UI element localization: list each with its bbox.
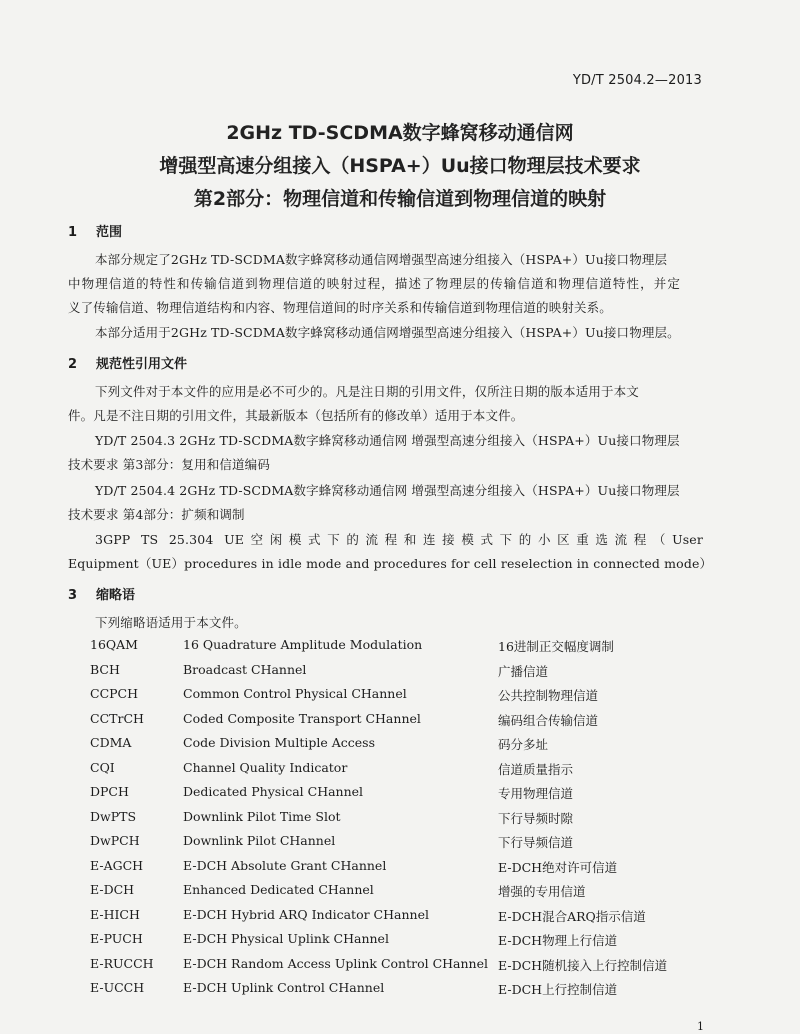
abbreviation-row bbox=[90, 662, 700, 684]
reference-3-line-1: 3GPP TS 25.304 UE空闲模式下的流程和连接模式下的小区重选流程（User bbox=[95, 532, 703, 547]
section-1-para-2: 本部分适用于2GHz TD-SCDMA数字蜂窝移动通信网增强型高速分组接入（HSPA+）Uu接口物理层。 bbox=[95, 325, 680, 340]
abbreviation-row bbox=[90, 686, 700, 708]
section-1-number: 1 bbox=[68, 225, 78, 240]
abbreviation-term: CCTrCH bbox=[90, 710, 144, 726]
abbreviation-english: Downlink Pilot Time Slot bbox=[183, 808, 341, 824]
title-line-2: 增强型高速分组接入（HSPA+）Uu接口物理层技术要求 bbox=[159, 155, 641, 177]
section-1-para-1-line-1: 本部分规定了2GHz TD-SCDMA数字蜂窝移动通信网增强型高速分组接入（HSPA+）Uu接口物理层 bbox=[95, 252, 668, 267]
abbreviation-english: E-DCH Uplink Control CHannel bbox=[183, 980, 385, 995]
title-line-1: 2GHz TD-SCDMA数字蜂窝移动通信网 bbox=[226, 122, 574, 144]
abbreviation-english: Downlink Pilot CHannel bbox=[183, 833, 336, 848]
abbreviation-english: E-DCH Absolute Grant CHannel bbox=[183, 857, 387, 873]
abbreviation-term: E-HICH bbox=[90, 906, 140, 922]
abbreviation-chinese: 下行导频信道 bbox=[498, 835, 574, 850]
section-2-heading bbox=[68, 353, 187, 372]
abbreviation-chinese: 编码组合传输信道 bbox=[498, 712, 599, 728]
abbreviation-row bbox=[90, 907, 700, 929]
reference-2-line-1: YD/T 2504.4 2GHz TD-SCDMA数字蜂窝移动通信网 增强型高速分组接入（HSPA+）Uu接口物理层 bbox=[95, 483, 680, 498]
abbreviation-term: E-AGCH bbox=[90, 857, 144, 873]
abbreviation-english: Common Control Physical CHannel bbox=[183, 686, 407, 701]
abbreviation-english: E-DCH Hybrid ARQ Indicator CHannel bbox=[183, 906, 429, 922]
abbreviation-english: Broadcast CHannel bbox=[183, 661, 307, 677]
abbreviation-term: CDMA bbox=[90, 735, 132, 750]
abbreviation-term: E-UCCH bbox=[90, 980, 145, 995]
abbreviation-chinese: E-DCH上行控制信道 bbox=[498, 982, 618, 997]
abbreviation-english: E-DCH Physical Uplink CHannel bbox=[183, 931, 389, 946]
reference-3-line-2: Equipment（UE）procedures in idle mode and procedures for cell reselection in connected mode） bbox=[68, 556, 713, 571]
section-2-number: 2 bbox=[68, 357, 78, 372]
abbreviation-chinese: E-DCH绝对许可信道 bbox=[498, 859, 618, 875]
abbreviation-row bbox=[90, 809, 700, 831]
section-2-para-1-line-2: 件。凡是不注日期的引用文件，其最新版本（包括所有的修改单）适用于本文件。 bbox=[68, 408, 524, 423]
section-3-heading bbox=[68, 584, 135, 603]
abbreviation-row bbox=[90, 882, 700, 904]
abbreviation-row bbox=[90, 784, 700, 806]
abbreviation-term: BCH bbox=[90, 661, 120, 677]
abbreviation-english: Dedicated Physical CHannel bbox=[183, 784, 364, 799]
abbreviation-row bbox=[90, 637, 700, 659]
abbreviation-chinese: 专用物理信道 bbox=[498, 786, 574, 801]
abbreviation-english: Code Division Multiple Access bbox=[183, 735, 375, 750]
abbreviation-chinese: 下行导频时隙 bbox=[498, 810, 574, 826]
section-1-para-1-line-2: 中物理信道的特性和传输信道到物理信道的映射过程，描述了物理层的传输信道和物理信道特性，并定 bbox=[68, 276, 680, 291]
abbreviation-term: CCPCH bbox=[90, 686, 139, 701]
abbreviation-row bbox=[90, 735, 700, 757]
reference-1-line-1: YD/T 2504.3 2GHz TD-SCDMA数字蜂窝移动通信网 增强型高速分组接入（HSPA+）Uu接口物理层 bbox=[95, 433, 680, 448]
abbreviation-chinese: 信道质量指示 bbox=[498, 761, 574, 777]
section-3-title: 缩略语 bbox=[96, 588, 136, 603]
abbreviation-term: DwPCH bbox=[90, 833, 140, 848]
section-2-para-1-line-1: 下列文件对于本文件的应用是必不可少的。凡是注日期的引用文件，仅所注日期的版本适用于本文 bbox=[95, 384, 639, 399]
section-2-title: 规范性引用文件 bbox=[96, 357, 188, 372]
reference-1-line-2: 技术要求 第3部分：复用和信道编码 bbox=[68, 457, 270, 472]
abbreviation-row bbox=[90, 858, 700, 880]
page-number: 1 bbox=[697, 1020, 704, 1033]
abbreviation-english: Coded Composite Transport CHannel bbox=[183, 710, 421, 726]
abbreviation-term: E-DCH bbox=[90, 882, 135, 897]
abbreviation-term: DwPTS bbox=[90, 808, 137, 824]
abbreviation-chinese: E-DCH随机接入上行控制信道 bbox=[498, 957, 668, 973]
abbreviation-chinese: 增强的专用信道 bbox=[498, 884, 586, 899]
abbreviation-term: DPCH bbox=[90, 784, 129, 799]
abbreviation-term: 16QAM bbox=[90, 637, 138, 652]
abbreviation-english: Enhanced Dedicated CHannel bbox=[183, 882, 374, 897]
abbreviation-english: Channel Quality Indicator bbox=[183, 759, 348, 775]
abbreviation-term: E-RUCCH bbox=[90, 955, 154, 971]
section-1-title: 范围 bbox=[96, 225, 123, 240]
abbreviation-chinese: 16进制正交幅度调制 bbox=[498, 639, 614, 654]
abbreviation-term: CQI bbox=[90, 759, 115, 775]
abbreviation-chinese: 广播信道 bbox=[498, 663, 549, 679]
abbreviation-english: 16 Quadrature Amplitude Modulation bbox=[183, 637, 423, 652]
section-3-number: 3 bbox=[68, 588, 78, 603]
abbreviation-english: E-DCH Random Access Uplink Control CHannel bbox=[183, 955, 489, 971]
abbreviation-chinese: E-DCH物理上行信道 bbox=[498, 933, 618, 948]
abbreviation-chinese: 公共控制物理信道 bbox=[498, 688, 599, 703]
abbreviation-chinese: E-DCH混合ARQ指示信道 bbox=[498, 908, 646, 924]
reference-2-line-2: 技术要求 第4部分：扩频和调制 bbox=[68, 507, 245, 522]
title-line-3: 第2部分：物理信道和传输信道到物理信道的映射 bbox=[193, 188, 607, 210]
abbreviation-row bbox=[90, 931, 700, 953]
abbreviation-row bbox=[90, 956, 700, 978]
standard-number: YD/T 2504.2—2013 bbox=[572, 73, 702, 88]
section-1-para-1-line-3: 义了传输信道、物理信道结构和内容、物理信道间的时序关系和传输信道到物理信道的映射关系。 bbox=[68, 300, 612, 315]
abbreviation-row bbox=[90, 833, 700, 855]
abbreviation-term: E-PUCH bbox=[90, 931, 143, 946]
section-1-heading bbox=[68, 221, 122, 240]
abbreviation-row bbox=[90, 760, 700, 782]
abbreviation-chinese: 码分多址 bbox=[498, 737, 549, 752]
abbreviation-row bbox=[90, 711, 700, 733]
section-3-intro: 下列缩略语适用于本文件。 bbox=[95, 615, 247, 630]
abbreviation-row bbox=[90, 980, 700, 1002]
